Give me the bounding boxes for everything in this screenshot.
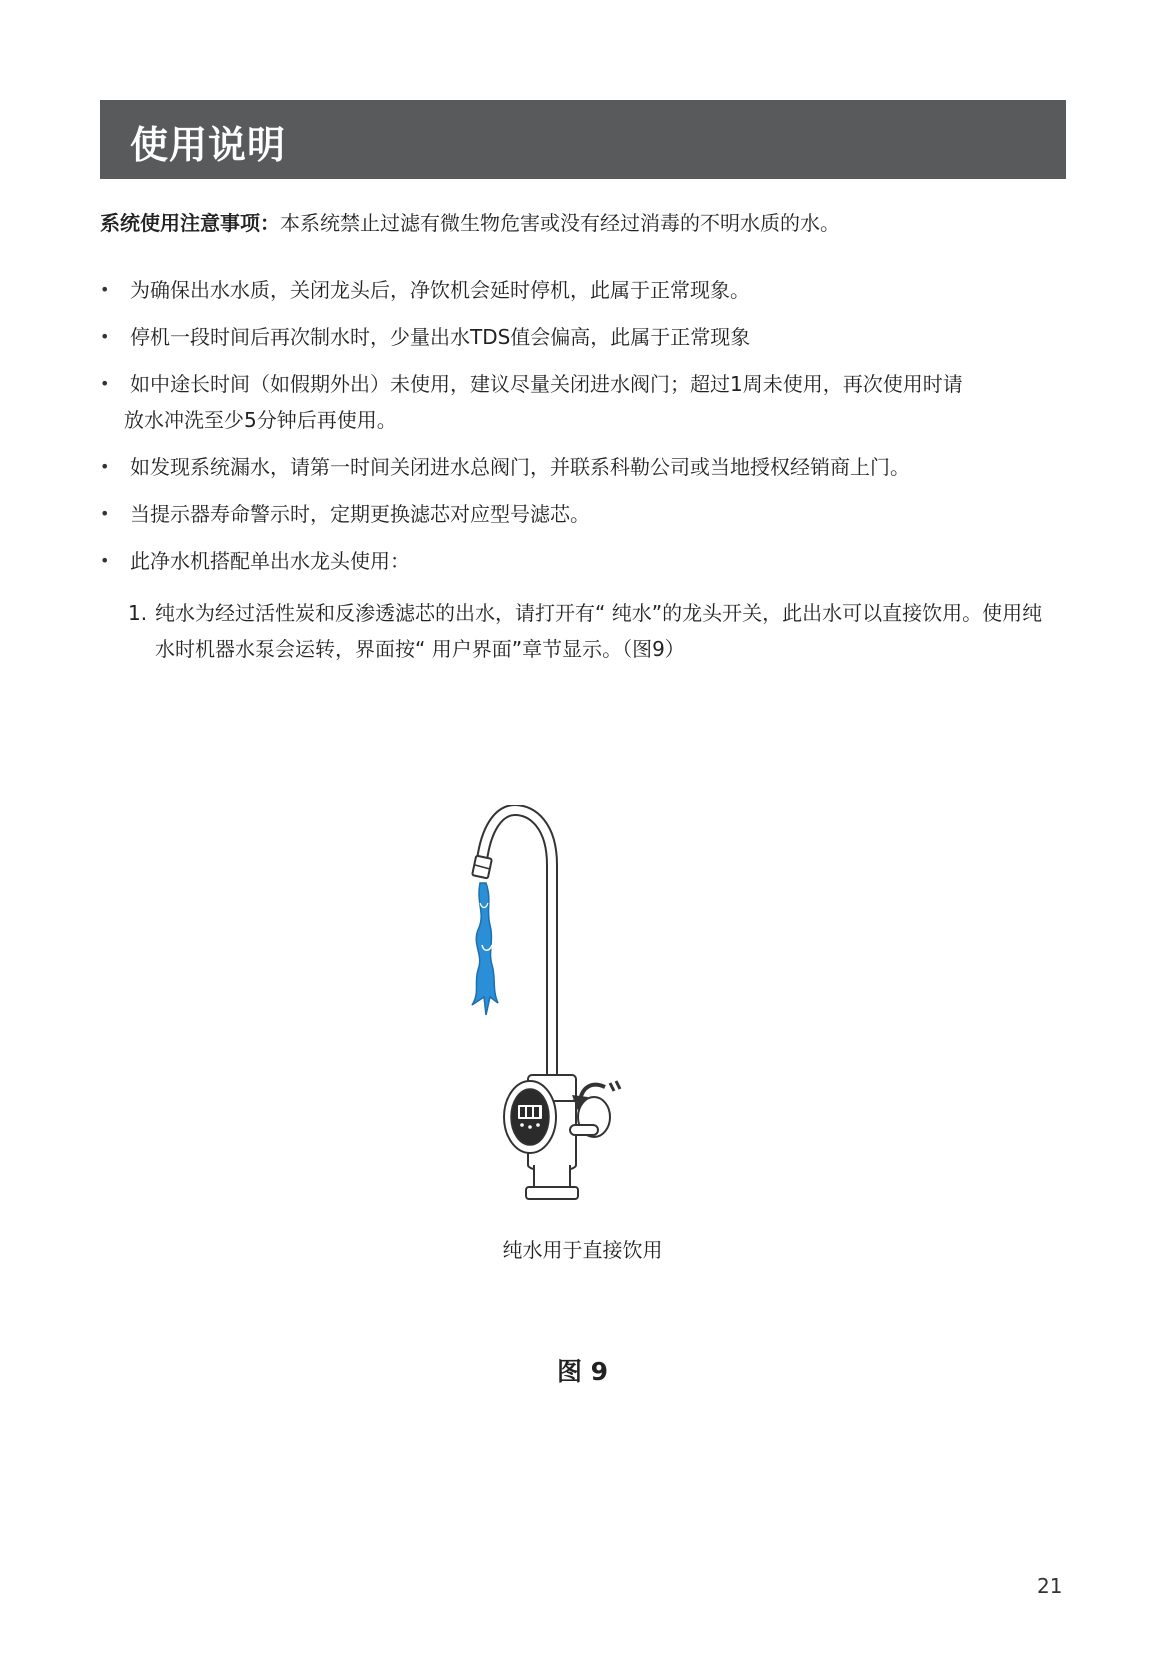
list-item: • 为确保出水水质，关闭龙头后，净饮机会延时停机，此属于正常现象。 bbox=[100, 272, 1066, 308]
numbered-item bbox=[128, 595, 1058, 667]
list-item: • 如发现系统漏水，请第一时间关闭进水总阀门，并联系科勒公司或当地授权经销商上门。 bbox=[100, 449, 1066, 485]
page-number: 21 bbox=[1037, 1574, 1063, 1598]
figure-caption: 纯水用于直接饮用 bbox=[502, 1238, 663, 1262]
list-item: • 如中途长时间（如假期外出）未使用，建议尽量关闭进水阀门；超过1周未使用，再次使用时请 放水冲洗至少5分钟后再使用。 bbox=[100, 366, 1066, 438]
notice-label: 系统使用注意事项： bbox=[100, 211, 280, 235]
bullet-icon: • bbox=[100, 551, 110, 570]
bullet-icon: • bbox=[100, 374, 110, 393]
bullet-icon: • bbox=[100, 504, 110, 523]
system-notice bbox=[100, 208, 840, 238]
list-item: • 停机一段时间后再次制水时，少量出水TDS值会偏高，此属于正常现象 bbox=[100, 319, 1066, 355]
faucet-illustration-icon bbox=[470, 805, 670, 1205]
bullet-icon: • bbox=[100, 280, 110, 299]
list-item: • 此净水机搭配单出水龙头使用： bbox=[100, 543, 1066, 579]
bullet-icon: • bbox=[100, 457, 110, 476]
page-title: 使用说明 bbox=[130, 123, 287, 167]
list-item: • 当提示器寿命警示时，定期更换滤芯对应型号滤芯。 bbox=[100, 496, 1066, 532]
figure-label: 图 9 bbox=[556, 1357, 609, 1386]
item-number: 1. bbox=[128, 601, 148, 625]
notice-list bbox=[100, 272, 1066, 590]
section-header bbox=[100, 100, 1066, 179]
notice-text: 本系统禁止过滤有微生物危害或没有经过消毒的不明水质的水。 bbox=[280, 211, 840, 235]
item-text: 纯水为经过活性炭和反渗透滤芯的出水，请打开有“ 纯水”的龙头开关，此出水可以直接饮用。使用纯水时机器水泵会运转，界面按“ 用户界面”章节显示。（图9） bbox=[155, 601, 1043, 661]
bullet-icon: • bbox=[100, 327, 110, 346]
